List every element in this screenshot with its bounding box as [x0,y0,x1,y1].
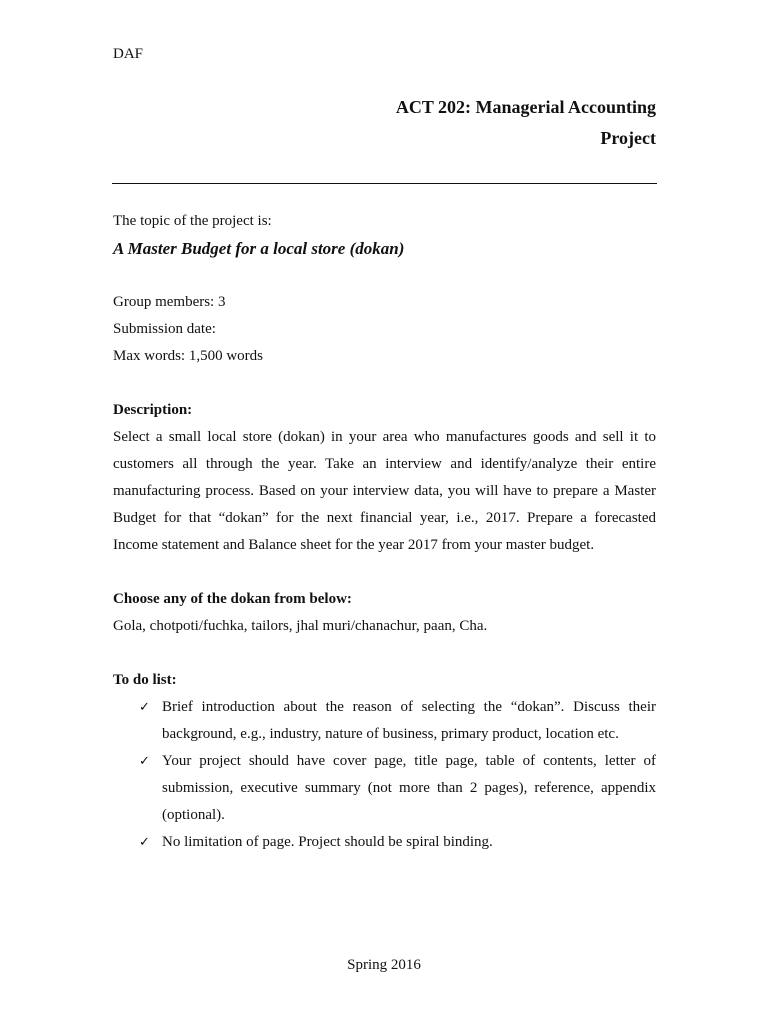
spacer [113,262,656,289]
todo-item [113,694,656,748]
todo-heading: To do list: [113,672,177,688]
todo-item-text: Brief introduction about the reason of selecting the “dokan”. Discuss their background, e.g., industry, nature of business, primary product, location etc. [162,699,656,742]
choose-heading: Choose any of the dokan from below: [113,591,352,607]
topic-title: A Master Budget for a local store (dokan) [113,239,405,258]
todo-list [113,694,656,856]
title-divider [112,183,657,184]
title-block [396,92,656,154]
check-mark-icon: ✓ [139,700,150,715]
project-title: Project [600,128,656,148]
todo-item-text: Your project should have cover page, title page, table of contents, letter of submission, executive summary (not more than 2 pages), reference, appendix (optional). [162,753,656,823]
header-label: DAF [113,46,144,62]
check-mark-icon: ✓ [139,754,150,769]
course-title: ACT 202: Managerial Accounting [395,97,656,117]
topic-intro: The topic of the project is: [113,213,272,229]
check-mark-icon: ✓ [139,835,150,850]
description-heading: Description: [113,402,193,418]
footer-term: Spring 2016 [347,957,421,973]
group-members: Group members: 3 [113,294,226,310]
todo-item-text: No limitation of page. Project should be spiral binding. [162,834,493,850]
document-body [113,208,656,856]
spacer [113,559,656,586]
submission-date: Submission date: [113,321,216,337]
choose-text: Gola, chotpoti/fuchka, tailors, jhal muri/chanachur, paan, Cha. [113,618,488,634]
spacer [113,640,656,667]
spacer [113,370,656,397]
todo-item [113,748,656,829]
todo-item [113,829,656,856]
description-text: Select a small local store (dokan) in your area who manufactures goods and sell it to customers all through the year. Take an interview and identify/analyze their entire manufacturing process. Based on your interview data, you will have to prepare a Master Budget for that “dokan” for the next financial year, i.e., 2017. Prepare a forecasted Income statement and Balance sheet for the year 2017 from your master budget. [113,429,656,553]
max-words: Max words: 1,500 words [113,348,263,364]
